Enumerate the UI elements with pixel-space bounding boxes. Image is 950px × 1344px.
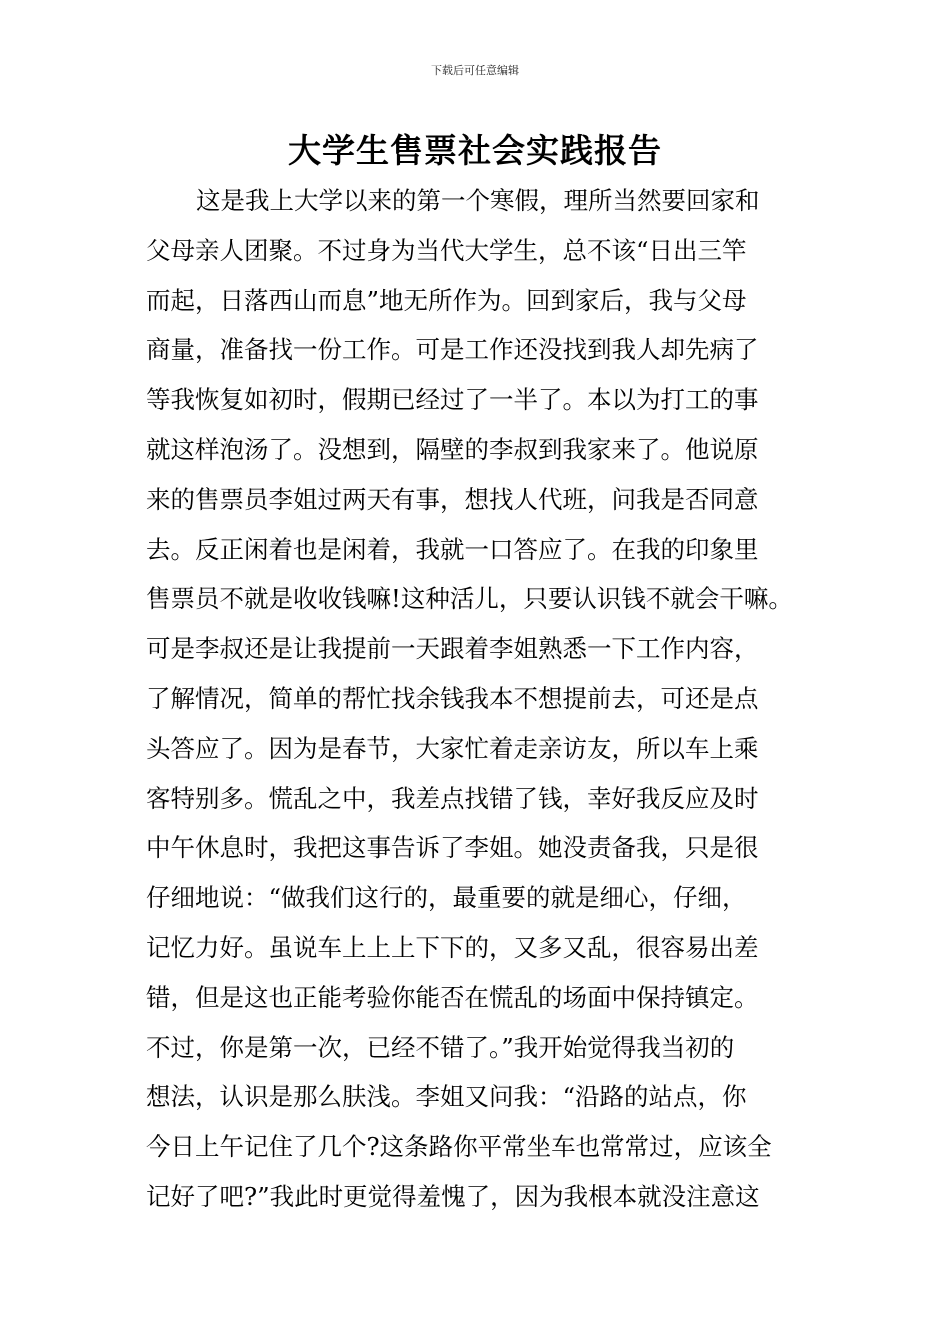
text-line: 了解情况，简单的帮忙找余钱我本不想提前去，可还是点	[146, 683, 759, 713]
text-line: 来的售票员李姐过两天有事，想找人代班，问我是否同意	[146, 484, 759, 514]
text-line: 售票员不就是收收钱嘛!这种活儿，只要认识钱不就会干嘛。	[146, 584, 793, 614]
text-line: 可是李叔还是让我提前一天跟着李姐熟悉一下工作内容，	[146, 634, 759, 664]
text-line: 商量，准备找一份工作。可是工作还没找到我人却先病了	[146, 335, 759, 365]
text-line: 不过，你是第一次，已经不错了。”我开始觉得我当初的	[146, 1032, 735, 1062]
text-line: 这是我上大学以来的第一个寒假，理所当然要回家和	[196, 186, 760, 215]
text-line: 就这样泡汤了。没想到，隔壁的李叔到我家来了。他说原	[146, 434, 759, 464]
text-line: 仔细地说：“做我们这行的，最重要的就是细心，仔细，	[146, 883, 747, 913]
text-line: 记忆力好。虽说车上上上下下的，又多又乱，很容易出差	[146, 932, 759, 962]
text-line: 错，但是这也正能考验你能否在慌乱的场面中保持镇定。	[146, 982, 759, 1012]
text-line: 中午休息时，我把这事告诉了李姐。她没责备我，只是很	[146, 833, 759, 863]
text-line: 头答应了。因为是春节，大家忙着走亲访友，所以车上乘	[146, 733, 759, 763]
text-line: 想法，认识是那么肤浅。李姐又问我：“沿路的站点，你	[146, 1082, 747, 1112]
text-line: 客特别多。慌乱之中，我差点找错了钱，幸好我反应及时	[146, 783, 759, 813]
text-line: 今日上午记住了几个?这条路你平常坐车也常常过，应该全	[146, 1132, 772, 1162]
header-note: 下载后可任意编辑	[431, 64, 519, 77]
document-title: 大学生售票社会实践报告	[288, 131, 662, 170]
text-line: 去。反正闲着也是闲着，我就一口答应了。在我的印象里	[146, 534, 759, 564]
body-paragraph	[146, 176, 836, 1222]
text-line: 父母亲人团聚。不过身为当代大学生，总不该“日出三竿	[146, 235, 747, 265]
text-line: 等我恢复如初时，假期已经过了一半了。本以为打工的事	[146, 385, 759, 415]
text-line: 记好了吧?”我此时更觉得羞愧了，因为我根本就没注意这	[146, 1181, 760, 1211]
text-line: 而起，日落西山而息”地无所作为。回到家后，我与父母	[146, 285, 747, 315]
